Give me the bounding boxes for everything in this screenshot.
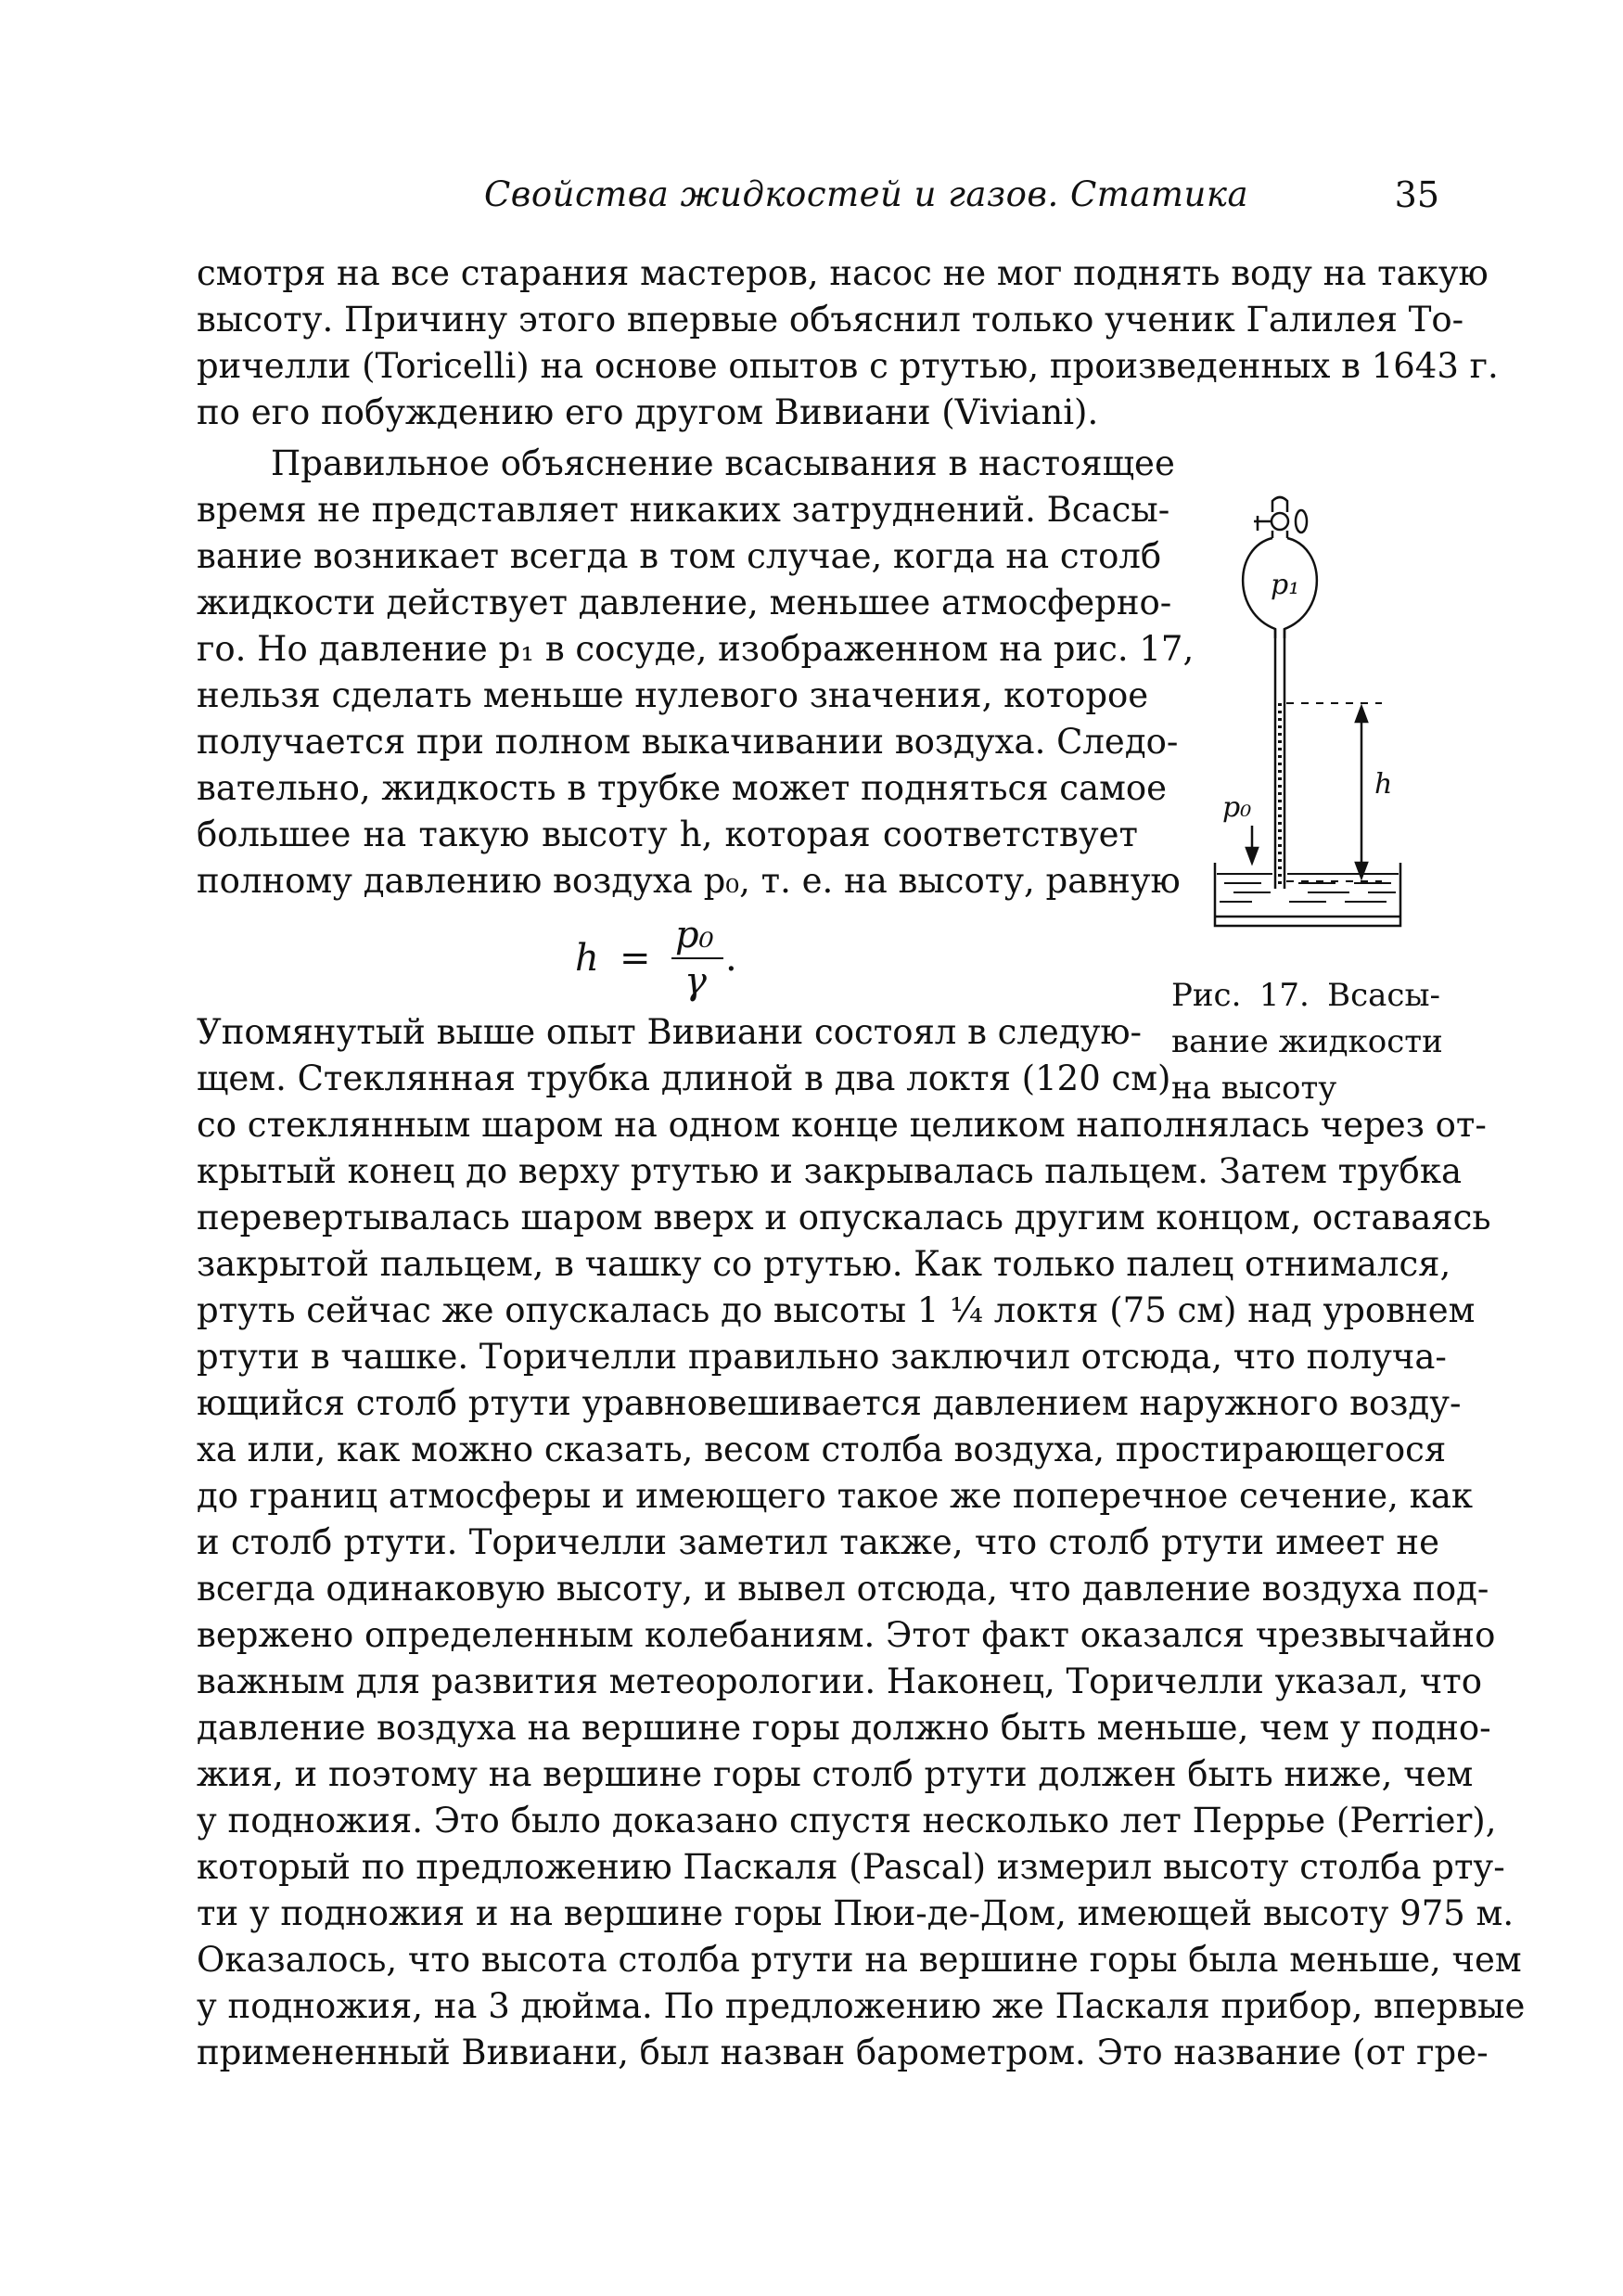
text-line: примененный Вивиани, был назван барометром. Это название (от гре- — [197, 2033, 1489, 2072]
figure-caption — [1171, 972, 1443, 1111]
vessel-liquid — [1217, 874, 1399, 902]
text-line: ртути в чашке. Торичелли правильно заключил отсюда, что получа- — [197, 1337, 1447, 1377]
text-line: получается при полном выкачивании воздуха. Следо- — [197, 722, 1179, 762]
figure-17 — [1196, 473, 1428, 937]
label-p0: p₀ — [1222, 791, 1252, 824]
text-line: смотря на все старания мастеров, насос не мог поднять воду на такую — [197, 253, 1489, 293]
fraction-bar — [671, 957, 723, 959]
running-title: Свойства жидкостей и газов. Статика — [484, 174, 1249, 214]
text-line: щем. Стеклянная трубка длиной в два локтя (120 см) — [197, 1058, 1171, 1098]
text-line: до границ атмосферы и имеющего такое же поперечное сечение, как — [197, 1476, 1474, 1516]
text-line: Упомянутый выше опыт Вивиани состоял в следую- — [197, 1012, 1143, 1052]
text-line: вержено определенным колебаниям. Этот факт оказался чрезвычайно — [197, 1615, 1496, 1655]
text-line: перевертывалась шаром вверх и опускалась другим концом, оставаясь — [197, 1198, 1491, 1238]
text-line: по его побуждению его другом Вивиани (Viviani). — [197, 392, 1099, 432]
text-line: вание возникает всегда в том случае, когда на столб — [197, 536, 1162, 576]
text-line: и столб ртути. Торичелли заметил также, что столб ртути имеет не — [197, 1522, 1439, 1562]
suction-apparatus-diagram — [1196, 473, 1428, 937]
text-line: вательно, жидкость в трубке может подняться самое — [197, 768, 1168, 808]
formula-denominator: γ — [684, 960, 707, 1003]
text-line: закрытой пальцем, в чашку со ртутью. Как только палец отнимался, — [197, 1244, 1451, 1284]
caption-line: на высоту — [1171, 1070, 1337, 1107]
p0-arrow-head — [1246, 848, 1258, 863]
formula-equals: = — [620, 937, 651, 980]
text-line: со стеклянным шаром на одном конце целиком наполнялась через от- — [197, 1105, 1487, 1145]
stopcock-neck — [1272, 497, 1287, 512]
text-line: нельзя сделать меньше нулевого значения, которое — [197, 675, 1149, 715]
text-line: полному давлению воздуха p₀, т. е. на высоту, равную — [197, 861, 1181, 901]
formula-period: . — [725, 937, 737, 980]
formula-numerator: p₀ — [675, 914, 714, 956]
paragraph-1 — [197, 250, 1499, 436]
h-arrow-head-bottom — [1356, 863, 1367, 878]
h-arrow-head-top — [1356, 707, 1367, 722]
text-line: всегда одинаковую высоту, и вывел отсюда, что давление воздуха под- — [197, 1569, 1489, 1609]
text-line: высоту. Причину этого впервые объяснил только ученик Галилея То- — [197, 300, 1464, 340]
caption-line: вание жидкости — [1171, 1023, 1443, 1060]
text-line: жия, и поэтому на вершине горы столб ртути должен быть ниже, чем — [197, 1754, 1474, 1794]
running-head — [197, 165, 1439, 221]
text-line: го. Но давление p₁ в сосуде, изображенном на рис. 17, — [197, 629, 1195, 669]
page-number: 35 — [1394, 174, 1439, 215]
text-line: Правильное объяснение всасывания в настоящее — [271, 443, 1175, 483]
text-line: ющийся столб ртути уравновешивается давлением наружного возду- — [197, 1383, 1462, 1423]
text-line: ртуть сейчас же опускалась до высоты 1 ¹⁄₄ локтя (75 см) над уровнем — [197, 1290, 1476, 1330]
stopcock-handle — [1296, 510, 1307, 532]
text-line: важным для развития метеорологии. Наконец, Торичелли указал, что — [197, 1661, 1483, 1701]
paragraph-2 — [197, 441, 1195, 904]
formula-lhs: h — [575, 937, 599, 980]
text-line: крытый конец до верху ртутью и закрывалась пальцем. Затем трубка — [197, 1151, 1463, 1191]
text-line: который по предложению Паскаля (Pascal) измерил высоту столба рту- — [197, 1847, 1505, 1887]
text-line: ричелли (Toricelli) на основе опытов с ртутью, произведенных в 1643 г. — [197, 346, 1499, 386]
label-h: h — [1374, 768, 1393, 801]
text-line: у подножия, на 3 дюйма. По предложению же Паскаля прибор, впервые — [197, 1986, 1526, 2026]
caption-line: Рис. 17. Всасы- — [1171, 977, 1440, 1014]
stopcock-knob — [1272, 513, 1288, 530]
label-p1: p₁ — [1271, 569, 1300, 601]
text-line: ти у подножия и на вершине горы Пюи-де-Дом, имеющей высоту 975 м. — [197, 1893, 1514, 1933]
paragraph-3 — [197, 1102, 1526, 2076]
text-line: Оказалось, что высота столба ртути на вершине горы была меньше, чем — [197, 1940, 1522, 1980]
paragraph-3-start — [197, 1009, 1171, 1102]
text-line: давление воздуха на вершине горы должно быть меньше, чем у подно- — [197, 1708, 1491, 1748]
text-line: ха или, как можно сказать, весом столба воздуха, простирающегося — [197, 1430, 1447, 1469]
text-line: время не представляет никаких затруднений. Всасы- — [197, 490, 1170, 530]
text-line: жидкости действует давление, меньшее атмосферно- — [197, 583, 1172, 622]
text-line: большее на такую высоту h, которая соответствует — [197, 815, 1138, 854]
text-line: у подножия. Это было доказано спустя несколько лет Перрье (Perrier), — [197, 1801, 1497, 1841]
